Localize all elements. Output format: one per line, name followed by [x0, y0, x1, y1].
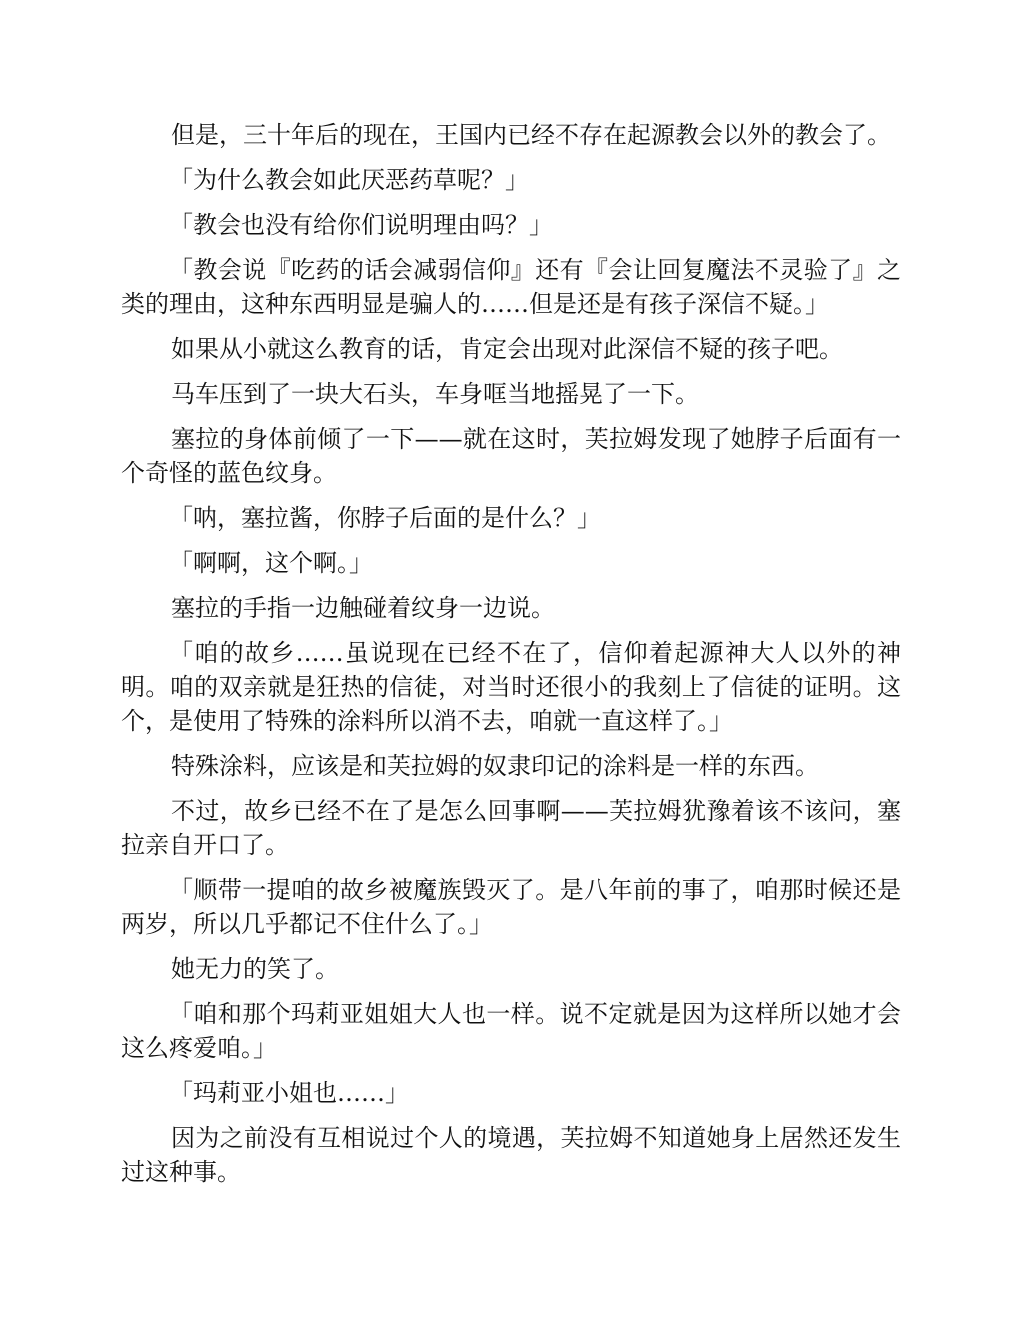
- paragraph-narration: 特殊涂料，应该是和芙拉姆的奴隶印记的涂料是一样的东西。: [171, 752, 819, 780]
- paragraph-narration: 因为之前没有互相说过个人的境遇，芙拉姆不知道她身上居然还发生过这种事。: [121, 1124, 901, 1186]
- paragraph-dialogue: 「为什么教会如此厌恶药草呢？」: [169, 166, 529, 194]
- paragraph-dialogue: 「玛莉亚小姐也……」: [169, 1079, 409, 1107]
- paragraph-narration: 她无力的笑了。: [171, 955, 339, 983]
- paragraph-narration: 塞拉的身体前倾了一下——就在这时，芙拉姆发现了她脖子后面有一个奇怪的蓝色纹身。: [121, 425, 901, 487]
- paragraph-dialogue: 「教会也没有给你们说明理由吗？」: [169, 211, 553, 239]
- paragraph-dialogue: 「顺带一提咱的故乡被魔族毁灭了。是八年前的事了，咱那时候还是两岁，所以几乎都记不住什么了。」: [121, 876, 901, 938]
- paragraph-narration: 但是，三十年后的现在，王国内已经不存在起源教会以外的教会了。: [171, 121, 891, 149]
- paragraph-dialogue: 「教会说『吃药的话会减弱信仰』还有『会让回复魔法不灵验了』之类的理由，这种东西明显是骗人的……但是还是有孩子深信不疑。」: [121, 256, 901, 318]
- paragraph-dialogue: 「咱和那个玛莉亚姐姐大人也一样。说不定就是因为这样所以她才会这么疼爱咱。」: [121, 1000, 901, 1062]
- paragraph-narration: 马车压到了一块大石头，车身哐当地摇晃了一下。: [171, 380, 699, 408]
- paragraph-narration: 塞拉的手指一边触碰着纹身一边说。: [171, 594, 555, 622]
- paragraph-dialogue: 「咱的故乡……虽说现在已经不在了，信仰着起源神大人以外的神明。咱的双亲就是狂热的信徒，对当时还很小的我刻上了信徒的证明。这个，是使用了特殊的涂料所以消不去，咱就一直这样了。」: [121, 639, 901, 735]
- paragraph-narration: 不过，故乡已经不在了是怎么回事啊——芙拉姆犹豫着该不该问，塞拉亲自开口了。: [121, 797, 901, 859]
- paragraph-dialogue: 「呐，塞拉酱，你脖子后面的是什么？」: [169, 504, 601, 532]
- paragraph-dialogue: 「啊啊，这个啊。」: [169, 549, 373, 577]
- paragraph-narration: 如果从小就这么教育的话，肯定会出现对此深信不疑的孩子吧。: [171, 335, 843, 363]
- document-page: [121, 118, 901, 1200]
